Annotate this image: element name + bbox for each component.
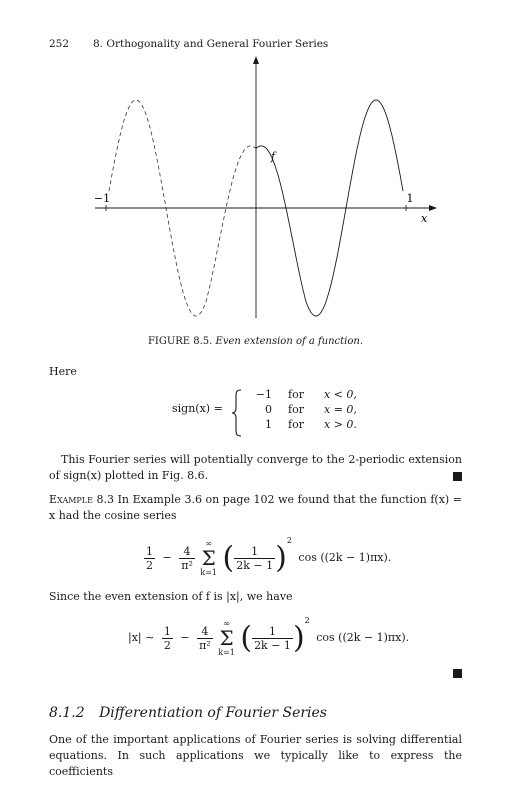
y-axis-arrow [253, 56, 259, 64]
section-number: 8.1.2 [49, 705, 85, 721]
sign-lhs: sign(x) = [172, 402, 223, 415]
example-text: In Example 3.6 on page 102 we found that the function f(x) = x had the cosine series [49, 493, 462, 522]
x-axis-label: x [421, 212, 428, 225]
figure-even-extension [0, 50, 511, 330]
page-number: 252 [49, 38, 70, 50]
here-text: Here [49, 365, 77, 378]
caption-label: FIGURE 8.5. [147, 336, 213, 347]
caption-text: Even extension of a function. [215, 336, 364, 347]
case-row: 0 for x = 0, [265, 403, 357, 416]
tick-left-label: −1 [93, 192, 111, 205]
absolute-value-series-equation: |x| ∼ $\frac{1}{2}$ − $\frac{4}{\text{π²}}$ ∞ Σ k=1 ( $\frac{1}{2k - 1}$ )$^2$ cos ((2k − 1)πx). [128, 616, 410, 657]
section-title: Differentiation of Fourier Series [99, 705, 327, 721]
case-row: −1 for x < 0, [255, 388, 357, 401]
x-axis-arrow [429, 205, 437, 211]
chapter-title: 8. Orthogonality and General Fourier Series [93, 38, 329, 50]
cases-table [246, 388, 357, 433]
paragraph-differentiation: One of the important applications of Fourier series is solving differential equations. In such applications we typically like to express the coefficients [49, 733, 462, 778]
qed-mark [453, 669, 462, 678]
qed-mark [453, 472, 462, 481]
left-brace [230, 388, 244, 438]
curve-label: f [271, 150, 276, 163]
tick-right-label: 1 [406, 192, 414, 205]
section-heading [49, 705, 327, 721]
running-head [49, 38, 328, 50]
example-label: Example 8.3 [49, 493, 115, 506]
paragraph-convergence: This Fourier series will potentially converge to the 2-periodic extension of sign(x) plotted in Fig. 8.6. [49, 453, 462, 482]
example-paragraph [49, 492, 462, 524]
figure-caption [0, 336, 511, 347]
even-extension-text: Since the even extension of f is |x|, we have [49, 590, 293, 603]
cosine-series-equation: $\frac{1}{2}$ − $\frac{4}{\text{π²}}$ ∞ Σ k=1 ( $\frac{1}{2k - 1}$ )$^2$ cos ((2k − 1)πx). [146, 536, 392, 577]
case-row: 1 for x > 0. [265, 418, 357, 431]
